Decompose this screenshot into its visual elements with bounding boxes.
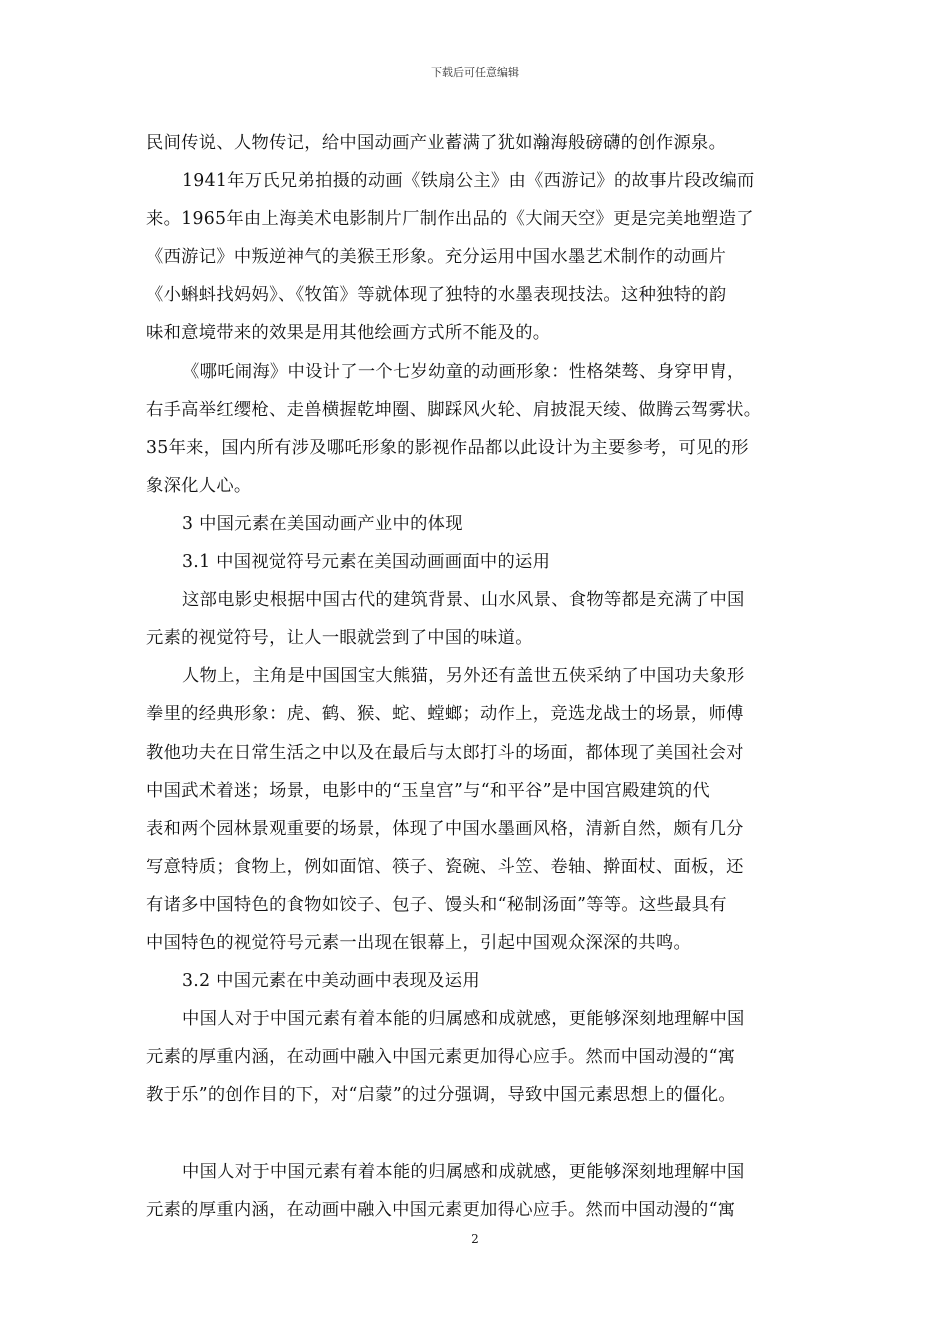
- paragraph-3: [146, 353, 814, 505]
- text-line: 元素的视觉符号，让人一眼就尝到了中国的味道。: [146, 628, 533, 649]
- text-line: 《哪吒闹海》中设计了一个七岁幼童的动画形象：性格桀骜、身穿甲胄，: [182, 361, 745, 382]
- section-heading-3-1: 3.1 中国视觉符号元素在美国动画画面中的运用: [182, 552, 551, 573]
- text-line: 这部电影史根据中国古代的建筑背景、山水风景、食物等都是充满了中国: [182, 590, 745, 611]
- text-line: 来。1965年由上海美术电影制片厂制作出品的《大闹天空》更是完美地塑造了: [146, 209, 754, 230]
- text-line: 拳里的经典形象：虎、鹤、猴、蛇、螳螂；动作上，竞选龙战士的场景，师傅: [146, 704, 744, 725]
- text-line: 人物上，主角是中国国宝大熊猫，另外还有盖世五侠采纳了中国功夫象形: [182, 666, 745, 687]
- blank-line: [146, 1114, 814, 1152]
- paragraph-1: [146, 124, 814, 162]
- text-line: 《小蝌蚪找妈妈》、《牧笛》等就体现了独特的水墨表现技法。这种独特的韵: [146, 285, 727, 306]
- text-line: 写意特质；食物上，例如面馆、筷子、瓷碗、斗笠、卷轴、擀面杖、面板，还: [146, 856, 744, 877]
- paragraph-7: [146, 1153, 814, 1229]
- section-heading-3: 3 中国元素在美国动画产业中的体现: [182, 513, 463, 534]
- text-line: 味和意境带来的效果是用其他绘画方式所不能及的。: [146, 323, 551, 344]
- text-line: 教他功夫在日常生活之中以及在最后与太郎打斗的场面，都体现了美国社会对: [146, 742, 744, 763]
- text-line: 35年来，国内所有涉及哪吒形象的影视作品都以此设计为主要参考，可见的形: [146, 437, 749, 458]
- text-line: 1941年万氏兄弟拍摄的动画《铁扇公主》由《西游记》的故事片段改编而: [182, 171, 755, 192]
- text-line: 有诸多中国特色的食物如饺子、包子、馒头和“秘制汤面”等等。这些最具有: [146, 894, 727, 915]
- text-line: 中国人对于中国元素有着本能的归属感和成就感，更能够深刻地理解中国: [182, 1161, 745, 1182]
- text-line: 象深化人心。: [146, 475, 252, 496]
- page-header: 下载后可任意编辑: [431, 66, 519, 79]
- text-line: 教于乐”的创作目的下，对“启蒙”的过分强调，导致中国元素思想上的僵化。: [146, 1085, 737, 1106]
- paragraph-4: [146, 581, 814, 657]
- text-line: 《西游记》中叛逆神气的美猴王形象。充分运用中国水墨艺术制作的动画片: [146, 247, 727, 268]
- text-line: 表和两个园林景观重要的场景，体现了中国水墨画风格，清新自然，颇有几分: [146, 818, 744, 839]
- page-number: 2: [471, 1232, 479, 1246]
- section-heading-3-2: 3.2 中国元素在中美动画中表现及运用: [182, 971, 480, 992]
- document-body: [146, 124, 814, 1229]
- text-line: 右手高举红缨枪、走兽横握乾坤圈、脚踩风火轮、肩披混天绫、做腾云驾雾状。: [146, 399, 762, 420]
- text-line: 元素的厚重内涵，在动画中融入中国元素更加得心应手。然而中国动漫的“寓: [146, 1047, 736, 1068]
- paragraph-5: [146, 657, 814, 962]
- text-line: 中国人对于中国元素有着本能的归属感和成就感，更能够深刻地理解中国: [182, 1009, 745, 1030]
- text-line: 民间传说、人物传记，给中国动画产业蓄满了犹如瀚海般磅礴的创作源泉。: [146, 133, 727, 153]
- text-line: 中国特色的视觉符号元素一出现在银幕上，引起中国观众深深的共鸣。: [146, 932, 692, 953]
- text-line: 中国武术着迷；场景，电影中的“玉皇宫”与“和平谷”是中国宫殿建筑的代: [146, 780, 710, 801]
- paragraph-6: [146, 1000, 814, 1114]
- paragraph-2: [146, 162, 814, 352]
- text-line: 元素的厚重内涵，在动画中融入中国元素更加得心应手。然而中国动漫的“寓: [146, 1199, 736, 1220]
